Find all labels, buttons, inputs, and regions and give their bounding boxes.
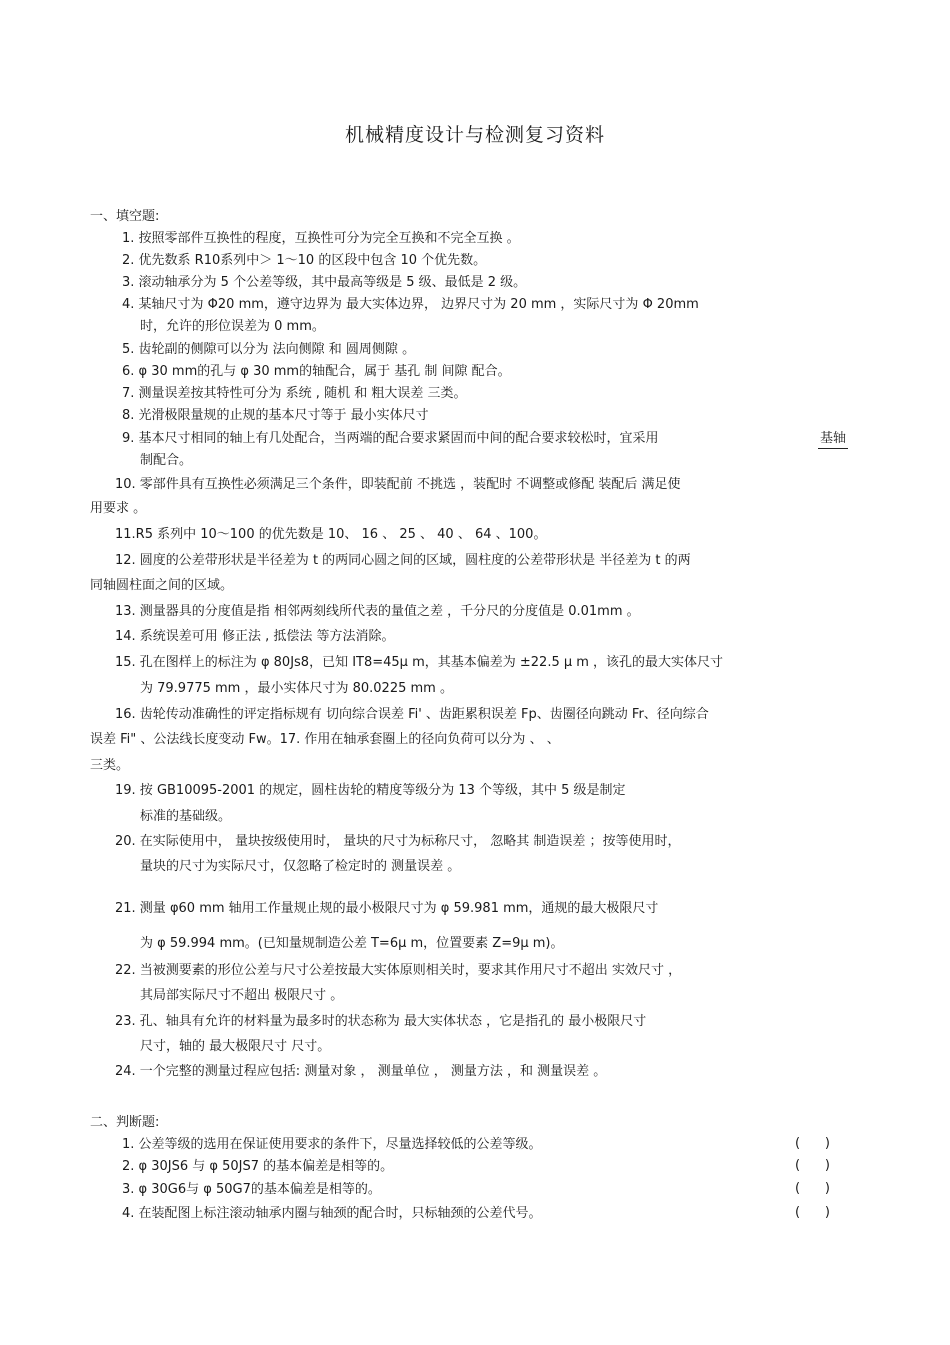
q4-cont: 时，允许的形位误差为 0 mm。 <box>140 319 325 334</box>
q10: 10. 零部件具有互换性必须满足三个条件，即装配前 不挑选 ，装配时 不调整或修配 装配后 满足使 <box>115 477 681 492</box>
judge-answer-1: ( ) <box>795 1136 830 1151</box>
q13: 13. 测量器具的分度值是指 相邻两刻线所代表的量值之差 ，千分尺的分度值是 0.01mm 。 <box>115 604 640 619</box>
section-2-heading: 二、判断题: <box>90 1115 160 1130</box>
q2: 2. 优先数系 R10系列中＞ 1～10 的区段中包含 10 个优先数。 <box>122 253 487 268</box>
q23-cont: 尺寸，轴的 最大极限尺寸 尺寸。 <box>140 1039 331 1054</box>
judge-item-1: 1. 公差等级的选用在保证使用要求的条件下，尽量选择较低的公差等级。 <box>122 1137 542 1152</box>
q20-cont: 量块的尺寸为实际尺寸，仅忽略了检定时的 测量误差 。 <box>140 859 461 874</box>
q15: 15. 孔在图样上的标注为 φ 80Js8，已知 IT8=45μ m，其基本偏差为 ±22.5 μ m ，该孔的最大实体尺寸 <box>115 655 724 670</box>
q1: 1. 按照零部件互换性的程度，互换性可分为完全互换和不完全互换 。 <box>122 231 520 246</box>
q4: 4. 某轴尺寸为 Φ20 mm，遵守边界为 最大实体边界， 边界尺寸为 20 mm ，实际尺寸为 Φ 20mm <box>122 297 699 312</box>
judge-item-2: 2. φ 30JS6 与 φ 50JS7 的基本偏差是相等的。 <box>122 1159 394 1174</box>
q19-cont: 标准的基础级。 <box>140 809 232 824</box>
q17-cont: 三类。 <box>90 758 130 773</box>
q21-cont: 为 φ 59.994 mm。(已知量规制造公差 T=6μ m，位置要素 Z=9μ m)。 <box>140 936 564 951</box>
q5: 5. 齿轮副的侧隙可以分为 法向侧隙 和 圆周侧隙 。 <box>122 342 416 357</box>
q3: 3. 滚动轴承分为 5 个公差等级，其中最高等级是 5 级、最低是 2 级。 <box>122 275 527 290</box>
q9: 9. 基本尺寸相同的轴上有几处配合，当两端的配合要求紧固而中间的配合要求较松时，宜采用 <box>122 431 659 446</box>
q12: 12. 圆度的公差带形状是半径差为 t 的两同心圆之间的区域，圆柱度的公差带形状是 半径差为 t 的两 <box>115 553 691 568</box>
page-title: 机械精度设计与检测复习资料 <box>344 124 605 146</box>
judge-answer-3: ( ) <box>795 1181 830 1196</box>
q16-cont: 误差 Fi" 、公法线长度变动 Fw。17. 作用在轴承套圈上的径向负荷可以分为 、 、 <box>90 732 560 747</box>
judge-item-3: 3. φ 30G6与 φ 50G7的基本偏差是相等的。 <box>122 1182 381 1197</box>
q15-cont: 为 79.9775 mm ，最小实体尺寸为 80.0225 mm 。 <box>140 681 453 696</box>
q20: 20. 在实际使用中， 量块按级使用时， 量块的尺寸为标称尺寸， 忽略其 制造误差 ；按等使用时， <box>115 834 681 849</box>
q22: 22. 当被测要素的形位公差与尺寸公差按最大实体原则相关时，要求其作用尺寸不超出 实效尺寸 ， <box>115 963 682 978</box>
q22-cont: 其局部实际尺寸不超出 极限尺寸 。 <box>140 988 344 1003</box>
q16: 16. 齿轮传动准确性的评定指标规有 切向综合误差 Fi' 、齿距累积误差 Fp、齿圈径向跳动 Fr、径向综合 <box>115 707 709 722</box>
q24: 24. 一个完整的测量过程应包括: 测量对象 ， 测量单位 ， 测量方法 ，和 测量误差 。 <box>115 1064 607 1079</box>
judge-item-4: 4. 在装配图上标注滚动轴承内圈与轴颈的配合时，只标轴颈的公差代号。 <box>122 1206 542 1221</box>
q11: 11.R5 系列中 10～100 的优先数是 10、 16 、 25 、 40 、 64 、100。 <box>115 527 547 542</box>
section-1-heading: 一、填空题: <box>90 209 160 224</box>
q9-cont: 制配合。 <box>140 453 193 468</box>
q21: 21. 测量 φ60 mm 轴用工作量规止规的最小极限尺寸为 φ 59.981 mm，通规的最大极限尺寸 <box>115 901 659 916</box>
q10-cont: 用要求 。 <box>90 501 147 516</box>
q23: 23. 孔、轴具有允许的材料量为最多时的状态称为 最大实体状态 ，它是指孔的 最小极限尺寸 <box>115 1014 647 1029</box>
q19: 19. 按 GB10095-2001 的规定，圆柱齿轮的精度等级分为 13 个等级，其中 5 级是制定 <box>115 783 626 798</box>
judge-answer-4: ( ) <box>795 1205 830 1220</box>
judge-answer-2: ( ) <box>795 1158 830 1173</box>
q9-answer: 基轴 <box>818 430 848 449</box>
q7: 7. 测量误差按其特性可分为 系统 , 随机 和 粗大误差 三类。 <box>122 386 467 401</box>
q8: 8. 光滑极限量规的止规的基本尺寸等于 最小实体尺寸 <box>122 408 429 423</box>
q12-cont: 同轴圆柱面之间的区域。 <box>90 578 234 593</box>
q6: 6. φ 30 mm的孔与 φ 30 mm的轴配合，属于 基孔 制 间隙 配合。 <box>122 364 511 379</box>
q14: 14. 系统误差可用 修正法 , 抵偿法 等方法消除。 <box>115 629 395 644</box>
